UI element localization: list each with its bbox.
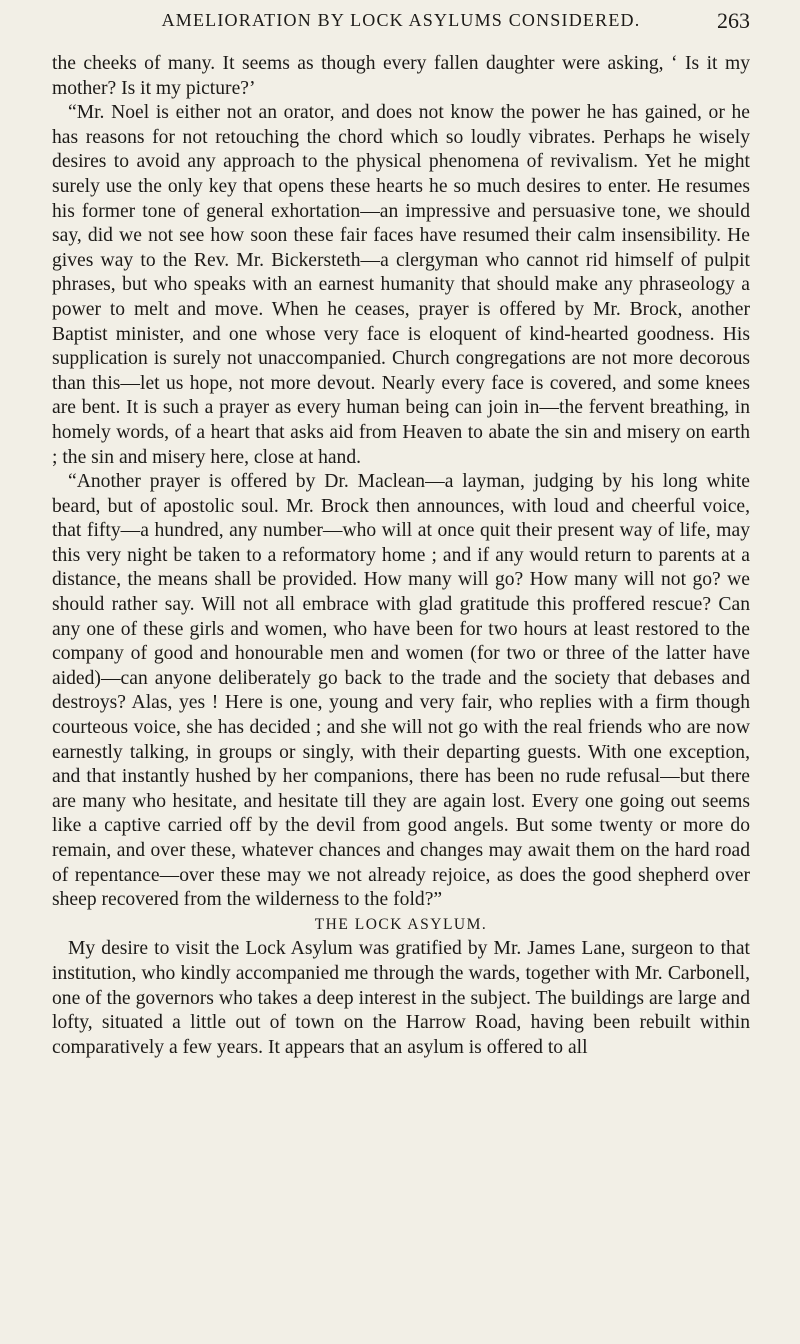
page-number: 263 [717, 8, 750, 33]
paragraph-quote-maclean: “Another prayer is offered by Dr. Maclean—a layman, judging by his long white beard, but of apostolic soul. Mr. Brock then announces, with loud and cheerful voice, that fifty—a hundred, any number—who will at once quit their present way of life, may this very night be taken to a reformatory home ; and if any would return to parents at a distance, the means shall be provided. How many will go? How many will not go? we should rather say. Will not all embrace with glad gratitude this proffered rescue? Can any one of these girls and women, who have been for two hours at least restored to the company of good and honourable men and women (for two or three of the latter have aided)—can anyone deliberately go back to the trade and the society that debases and destroys? Alas, yes ! Here is one, young and very fair, who replies with a firm though courteous voice, she has decided ; and she will not go with the real friends who are now earnestly talking, in groups or singly, with their departing guests. With one exception, and that instantly hushed by her companions, there has been no rude refusal—but there are many who hesitate, and hesitate till they are again lost. Every one going out seems like a captive carried off by the devil from good angels. But some twenty or more do remain, and over these, whatever chances and changes may await them on the hard road of repentance—over these may we not already rejoice, as does the good shepherd over sheep recovered from the wilderness to the fold?” [52, 471, 750, 911]
paragraph-continuation: the cheeks of many. It seems as though every fallen daughter were asking, ‘ Is it my mother? Is it my picture?’ [52, 53, 750, 99]
section-heading: THE LOCK ASYLUM. [314, 915, 488, 933]
body-text [52, 52, 750, 1060]
page-header [52, 8, 750, 48]
paragraph-quote-noel: “Mr. Noel is either not an orator, and does not know the power he has gained, or he has reasons for not retouching the chord which so loudly vibrates. Perhaps he wisely desires to avoid any approach to the physical phenomena of revivalism. Yet he might surely use the only key that opens these hearts he so much desires to enter. He resumes his former tone of general exhortation—an impressive and persuasive tone, we should say, did we not see how soon these fair faces have resumed their calm insensibility. He gives way to the Rev. Mr. Bickersteth—a clergyman who cannot rid himself of pulpit phrases, but who speaks with an earnest humanity that should make any phraseology a power to melt and move. When he ceases, prayer is offered by Mr. Brock, another Baptist minister, and one whose very face is eloquent of kind-hearted goodness. His supplication is surely not unaccompanied. Church congregations are not more decorous than this—let us hope, not more devout. Nearly every face is covered, and some knees are bent. It is such a prayer as every human being can join in—the fervent breathing, in homely words, of a heart that asks aid from Heaven to abate the sin and misery on earth ; the sin and misery here, close at hand. [52, 102, 750, 468]
running-head: AMELIORATION BY LOCK ASYLUMS CONSIDERED. [161, 10, 641, 30]
paragraph-lock-asylum: My desire to visit the Lock Asylum was gratified by Mr. James Lane, surgeon to that institution, who kindly accompanied me through the wards, together with Mr. Carbonell, one of the governors who takes a deep interest in the subject. The buildings are large and lofty, situated a little out of town on the Harrow Road, having been rebuilt within comparatively a few years. It appears that an asylum is offered to all [52, 938, 750, 1058]
